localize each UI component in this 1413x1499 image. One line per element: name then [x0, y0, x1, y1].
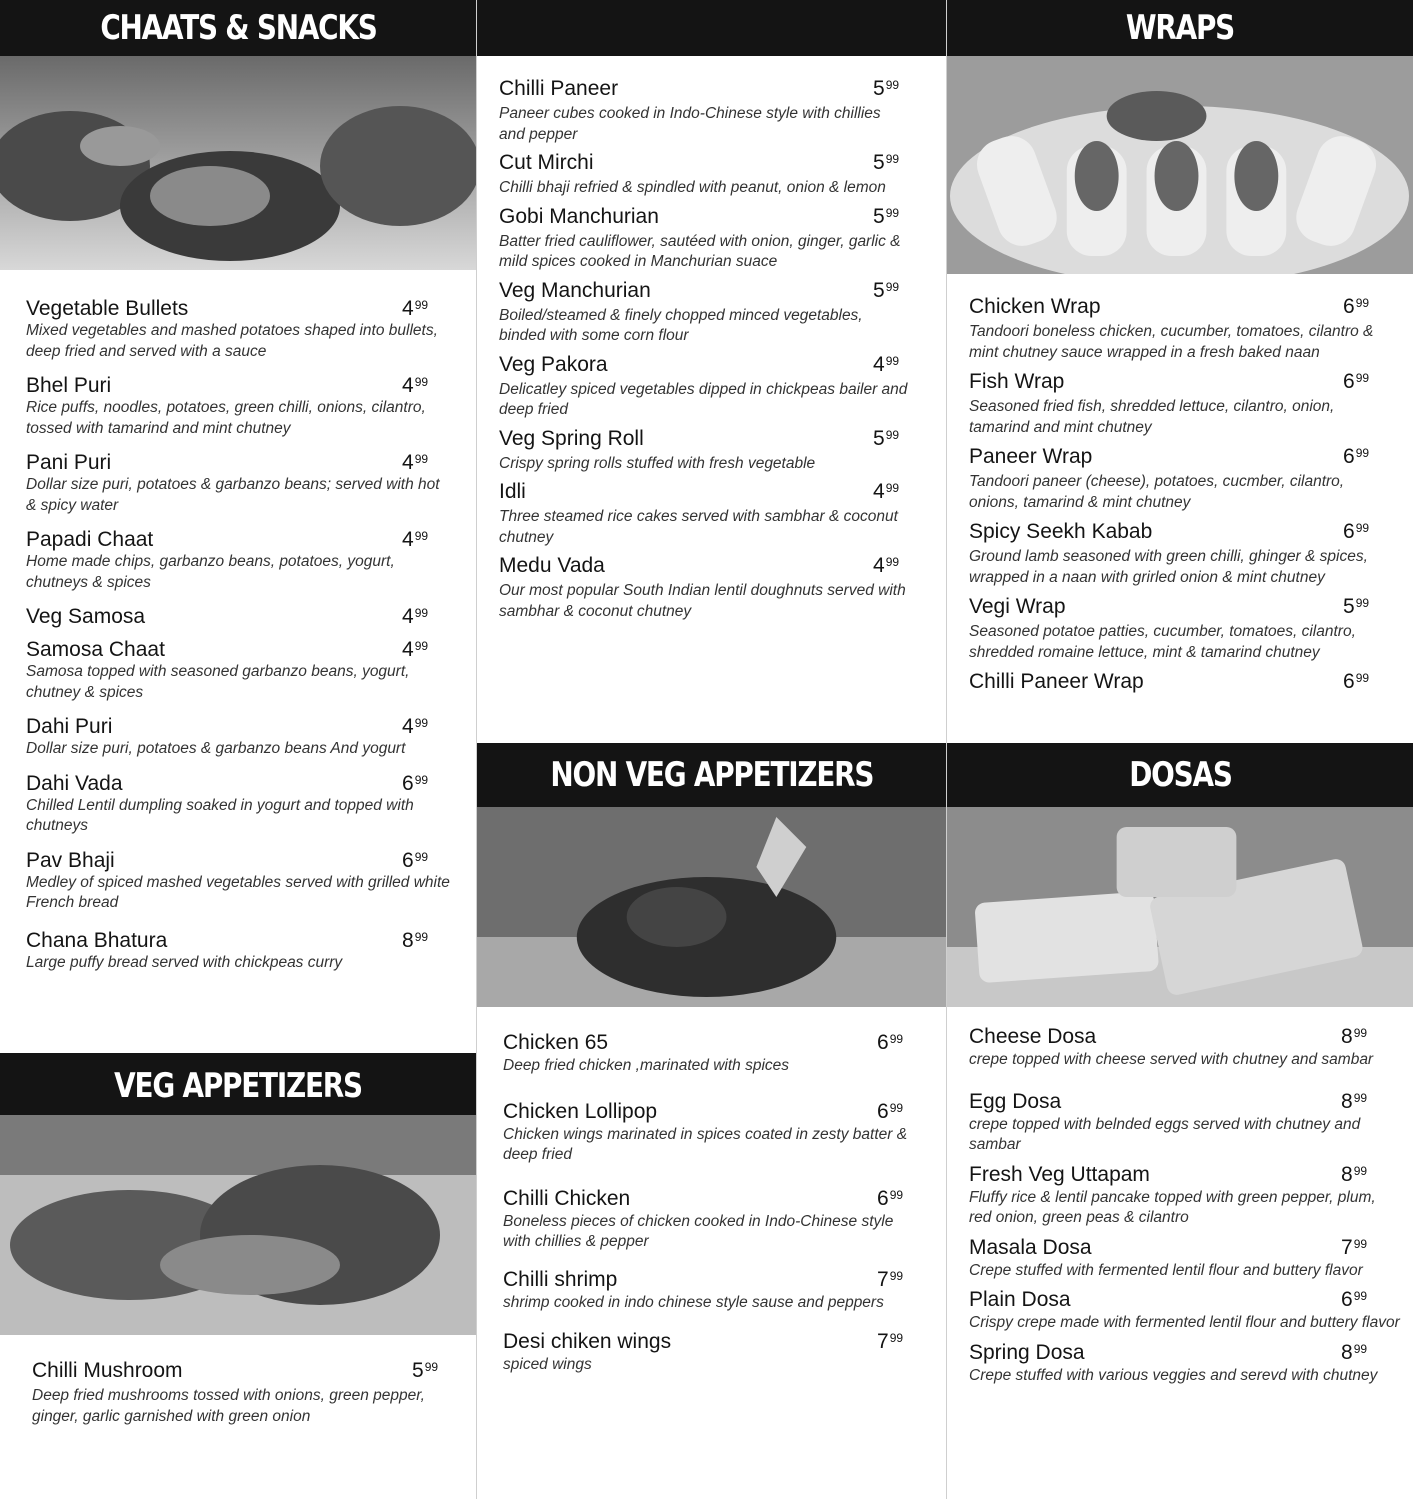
price-cents: 99	[1353, 1236, 1368, 1251]
menu-item	[499, 479, 909, 548]
menu-item	[969, 294, 1389, 363]
menu-item	[26, 450, 450, 516]
price-dollars: 6	[1343, 670, 1355, 693]
item-description: Crepe stuffed with various veggies and serevd with chutney	[969, 1366, 1378, 1384]
item-price	[402, 450, 428, 475]
item-description: Medley of spiced mashed vegetables served with grilled white French bread	[26, 873, 450, 911]
item-name: Cut Mirchi	[499, 151, 594, 174]
item-name: Bhel Puri	[26, 374, 112, 397]
price-dollars: 4	[402, 528, 414, 551]
price-dollars: 6	[402, 848, 414, 872]
menu-item	[499, 426, 909, 475]
menu-item	[503, 1329, 911, 1376]
price-cents: 99	[889, 1331, 904, 1345]
wraps-list	[969, 294, 1389, 700]
price-dollars: 5	[873, 278, 885, 302]
item-description: Boiled/steamed & finely chopped minced vegetables, binded with some corn flour	[499, 306, 863, 344]
item-name: Spicy Seekh Kabab	[969, 520, 1153, 543]
menu-item	[26, 771, 450, 837]
item-description: Home made chips, garbanzo beans, potatoes, yogurt, chutneys & spices	[26, 553, 395, 591]
menu-item	[26, 928, 450, 974]
item-description: Our most popular South Indian lentil doughnuts served with sambhar & coconut chutney	[499, 582, 906, 620]
item-description: Dollar size puri, potatoes & garbanzo beans And yogurt	[26, 740, 406, 757]
price-cents: 99	[414, 452, 429, 466]
item-price	[402, 771, 428, 796]
item-description: Chilled Lentil dumpling soaked in yogurt and topped with chutneys	[26, 796, 414, 834]
price-cents: 99	[889, 1032, 904, 1046]
price-cents: 99	[885, 427, 900, 442]
menu-item	[499, 204, 909, 273]
menu-item	[969, 594, 1389, 663]
item-price	[1341, 1024, 1367, 1049]
item-price	[873, 352, 899, 377]
item-description: crepe topped with belnded eggs served with chutney and sambar	[969, 1115, 1361, 1153]
item-name: Dahi Vada	[26, 771, 123, 795]
price-cents: 99	[889, 1268, 904, 1283]
item-description: Seasoned fried fish, shredded lettuce, cilantro, onion, tamarind and mint chutney	[969, 398, 1335, 436]
item-name: Chilli shrimp	[503, 1267, 618, 1291]
price-cents: 99	[1353, 1026, 1368, 1040]
nonveg-list	[503, 1030, 911, 1376]
item-price	[1343, 369, 1369, 394]
item-description: Paneer cubes cooked in Indo-Chinese style with chillies and pepper	[499, 105, 881, 143]
price-cents: 99	[885, 481, 900, 495]
menu-item	[499, 278, 909, 347]
item-price	[1343, 444, 1369, 469]
price-dollars: 8	[402, 928, 414, 952]
price-cents: 99	[1355, 446, 1370, 460]
item-description: Rice puffs, noodles, potatoes, green chilli, onions, cilantro, tossed with tamarind and mint chutney	[26, 399, 426, 437]
price-cents: 99	[1353, 1289, 1368, 1303]
price-cents: 99	[414, 606, 429, 620]
item-name: Chilli Paneer Wrap	[969, 670, 1144, 693]
price-dollars: 4	[402, 451, 414, 474]
item-name: Pav Bhaji	[26, 848, 115, 872]
price-dollars: 8	[1341, 1340, 1353, 1364]
menu-item	[969, 519, 1389, 588]
item-price	[402, 637, 428, 662]
item-description: Crispy spring rolls stuffed with fresh vegetable	[499, 454, 816, 472]
price-dollars: 8	[1341, 1025, 1353, 1048]
veg-continued-list	[499, 76, 909, 627]
price-dollars: 6	[877, 1099, 889, 1123]
item-name: Pani Puri	[26, 451, 112, 474]
price-cents: 99	[414, 529, 429, 543]
menu-item	[26, 714, 450, 760]
price-cents: 99	[885, 279, 900, 294]
header-bar-blank	[477, 0, 946, 56]
item-price	[873, 426, 899, 451]
item-name: Paneer Wrap	[969, 445, 1093, 468]
price-dollars: 5	[873, 151, 885, 174]
price-dollars: 4	[402, 297, 414, 320]
item-name: Spring Dosa	[969, 1340, 1085, 1364]
price-dollars: 6	[1343, 370, 1355, 393]
menu-item	[499, 553, 909, 622]
price-dollars: 6	[877, 1031, 889, 1054]
item-name: Idli	[499, 480, 526, 503]
item-price	[1341, 1340, 1367, 1365]
item-description: Deep fried mushrooms tossed with onions, green pepper, ginger, garlic garnished with green onion	[32, 1387, 425, 1425]
item-name: Chilli Mushroom	[32, 1359, 183, 1382]
item-price	[873, 76, 899, 101]
item-description: Three steamed rice cakes served with sambhar & coconut chutney	[499, 508, 898, 546]
price-cents: 99	[414, 849, 429, 864]
item-description: Batter fried cauliflower, sautéed with onion, ginger, garlic & mild spices cooked in Manchurian suace	[499, 232, 901, 270]
column-left	[0, 0, 476, 1499]
menu-item	[26, 296, 450, 362]
item-price	[877, 1099, 903, 1124]
chaats-photo	[0, 56, 476, 270]
item-price	[873, 553, 899, 578]
item-name: Masala Dosa	[969, 1235, 1092, 1259]
price-dollars: 7	[1341, 1235, 1353, 1259]
price-cents: 99	[1355, 296, 1370, 310]
price-cents: 99	[414, 298, 429, 312]
price-cents: 99	[1353, 1090, 1368, 1105]
price-dollars: 5	[1343, 595, 1355, 618]
item-price	[873, 479, 899, 504]
item-name: Gobi Manchurian	[499, 204, 659, 228]
item-name: Dahi Puri	[26, 715, 113, 738]
section-header-nonveg: NON VEG APPETIZERS	[477, 743, 946, 807]
price-cents: 99	[414, 639, 429, 653]
menu-item	[969, 1340, 1401, 1387]
item-name: Fresh Veg Uttapam	[969, 1162, 1150, 1186]
item-name: Chicken Lollipop	[503, 1099, 658, 1123]
item-name: Chilli Chicken	[503, 1186, 631, 1210]
price-dollars: 4	[402, 374, 414, 397]
item-price	[1341, 1235, 1367, 1260]
menu-item	[32, 1358, 442, 1427]
price-dollars: 6	[402, 771, 414, 795]
item-name: Veg Spring Roll	[499, 426, 644, 450]
item-name: Vegetable Bullets	[26, 297, 189, 320]
column-middle	[476, 0, 946, 1499]
price-cents: 99	[1353, 1163, 1368, 1178]
item-name: Chicken Wrap	[969, 295, 1101, 318]
price-dollars: 6	[1343, 295, 1355, 318]
price-cents: 99	[885, 78, 900, 92]
item-description: Delicatley spiced vegetables dipped in chickpeas bailer and deep fried	[499, 380, 908, 418]
price-cents: 99	[1355, 371, 1370, 385]
price-cents: 99	[414, 772, 429, 787]
item-description: Fluffy rice & lentil pancake topped with green pepper, plum, red onion, green peas & cilantro	[969, 1188, 1376, 1226]
item-price	[402, 527, 428, 552]
item-price	[1343, 294, 1369, 319]
item-description: Dollar size puri, potatoes & garbanzo beans; served with hot & spicy water	[26, 476, 440, 514]
menu-item	[26, 527, 450, 593]
item-description: Samosa topped with seasoned garbanzo beans, yogurt, chutney & spices	[26, 663, 410, 701]
item-price	[1341, 1162, 1367, 1187]
item-price	[1343, 669, 1369, 694]
price-dollars: 6	[877, 1186, 889, 1210]
item-name: Vegi Wrap	[969, 595, 1066, 618]
wraps-photo	[947, 56, 1413, 274]
item-price	[877, 1186, 903, 1211]
menu-item	[969, 1162, 1401, 1229]
item-name: Desi chiken wings	[503, 1330, 672, 1353]
item-name: Chana Bhatura	[26, 928, 168, 952]
price-cents: 99	[885, 205, 900, 220]
item-description: Deep fried chicken ,marinated with spices	[503, 1057, 790, 1074]
section-header-wraps: WRAPS	[947, 0, 1413, 56]
price-cents: 99	[885, 353, 900, 368]
menu-item	[969, 1287, 1401, 1334]
item-price	[402, 604, 428, 629]
price-dollars: 6	[1341, 1288, 1353, 1311]
menu-item	[499, 352, 909, 421]
item-price	[402, 848, 428, 873]
menu-item	[969, 1024, 1401, 1071]
menu-item	[26, 637, 450, 703]
section-header-dosas: DOSAS	[947, 743, 1413, 807]
item-price	[402, 296, 428, 321]
item-price	[1343, 594, 1369, 619]
item-description: Boneless pieces of chicken cooked in Indo-Chinese style with chillies & pepper	[503, 1212, 894, 1250]
item-name: Veg Manchurian	[499, 278, 651, 302]
item-price	[873, 204, 899, 229]
item-name: Samosa Chaat	[26, 638, 165, 661]
item-price	[402, 714, 428, 739]
price-dollars: 4	[873, 480, 885, 503]
price-dollars: 7	[877, 1330, 889, 1353]
item-price	[412, 1358, 438, 1383]
price-dollars: 4	[402, 638, 414, 661]
section-header-chaats: CHAATS & SNACKS	[0, 0, 476, 56]
price-dollars: 4	[873, 554, 885, 577]
price-cents: 99	[1353, 1341, 1368, 1356]
item-description: Tandoori boneless chicken, cucumber, tomatoes, cilantro & mint chutney sauce wrapped in a fresh baked naan	[969, 323, 1374, 361]
item-name: Chicken 65	[503, 1031, 609, 1054]
price-dollars: 5	[412, 1359, 424, 1382]
item-description: Ground lamb seasoned with green chilli, ghinger & spices, wrapped in a naan with grirled onion & mint chutney	[969, 548, 1368, 586]
item-price	[873, 278, 899, 303]
item-name: Chilli Paneer	[499, 77, 619, 100]
dosas-photo	[947, 807, 1413, 1007]
price-cents: 99	[889, 1100, 904, 1115]
item-price	[877, 1329, 903, 1354]
item-name: Egg Dosa	[969, 1089, 1062, 1113]
menu-item	[503, 1030, 911, 1077]
menu-item	[969, 369, 1389, 438]
item-name: Plain Dosa	[969, 1288, 1071, 1311]
dosas-list	[969, 1024, 1401, 1386]
item-price	[1341, 1287, 1367, 1312]
section-header-veg: VEG APPETIZERS	[0, 1053, 476, 1115]
menu-item	[969, 1235, 1401, 1282]
price-dollars: 6	[1343, 445, 1355, 468]
item-description: Seasoned potatoe patties, cucumber, tomatoes, cilantro, shredded romaine lettuce, mint & tamarind chutney	[969, 623, 1356, 661]
item-description: Mixed vegetables and mashed potatoes shaped into bullets, deep fried and served with a sauce	[26, 322, 438, 360]
item-name: Fish Wrap	[969, 370, 1065, 393]
menu-item	[26, 604, 450, 629]
menu-item	[969, 1089, 1401, 1156]
menu-item	[969, 669, 1389, 694]
price-dollars: 4	[402, 605, 414, 628]
price-cents: 99	[889, 1187, 904, 1202]
price-dollars: 8	[1341, 1162, 1353, 1186]
price-dollars: 5	[873, 426, 885, 450]
price-cents: 99	[424, 1360, 439, 1374]
item-description: spiced wings	[503, 1356, 592, 1373]
price-cents: 99	[1355, 671, 1370, 685]
item-description: Tandoori paneer (cheese), potatoes, cucmber, cilantro, onions, tamarind & mint chutney	[969, 473, 1345, 511]
menu-item	[26, 373, 450, 439]
item-price	[877, 1030, 903, 1055]
menu-item	[503, 1186, 911, 1253]
price-cents: 99	[1355, 596, 1370, 610]
price-cents: 99	[414, 716, 429, 730]
menu-item	[969, 444, 1389, 513]
item-name: Papadi Chaat	[26, 528, 154, 551]
price-dollars: 8	[1341, 1089, 1353, 1113]
item-name: Veg Pakora	[499, 352, 608, 376]
menu-item	[26, 848, 450, 914]
item-name: Cheese Dosa	[969, 1025, 1097, 1048]
price-cents: 99	[885, 152, 900, 166]
price-dollars: 7	[877, 1267, 889, 1291]
item-description: Crepe stuffed with fermented lentil flour and buttery flavor	[969, 1261, 1363, 1279]
veg-photo	[0, 1115, 476, 1335]
price-cents: 99	[414, 375, 429, 389]
price-dollars: 5	[873, 204, 885, 228]
price-dollars: 4	[873, 352, 885, 376]
price-cents: 99	[885, 555, 900, 569]
price-dollars: 5	[873, 77, 885, 100]
item-price	[402, 928, 428, 953]
item-description: Large puffy bread served with chickpeas curry	[26, 953, 343, 971]
price-dollars: 4	[402, 715, 414, 738]
column-right	[946, 0, 1413, 1499]
price-cents: 99	[1355, 521, 1370, 535]
item-price	[1343, 519, 1369, 544]
nonveg-photo	[477, 807, 946, 1007]
menu-item	[503, 1099, 911, 1166]
item-description: Chilli bhaji refried & spindled with peanut, onion & lemon	[499, 179, 886, 196]
menu-item	[503, 1267, 911, 1314]
item-name: Veg Samosa	[26, 605, 146, 628]
veg-list	[32, 1358, 442, 1427]
item-description: Crispy crepe made with fermented lentil flour and buttery flavor	[969, 1314, 1400, 1331]
item-price	[877, 1267, 903, 1292]
item-name: Medu Vada	[499, 554, 605, 577]
menu-item	[499, 76, 909, 145]
item-price	[1341, 1089, 1367, 1114]
item-price	[402, 373, 428, 398]
item-description: Chicken wings marinated in spices coated in zesty batter & deep fried	[503, 1125, 908, 1163]
item-description: crepe topped with cheese served with chutney and sambar	[969, 1051, 1374, 1068]
chaats-list	[26, 296, 450, 973]
price-cents: 99	[414, 929, 429, 944]
price-dollars: 6	[1343, 520, 1355, 543]
item-description: shrimp cooked in indo chinese style sause and peppers	[503, 1293, 884, 1311]
menu-item	[499, 150, 909, 199]
item-price	[873, 150, 899, 175]
